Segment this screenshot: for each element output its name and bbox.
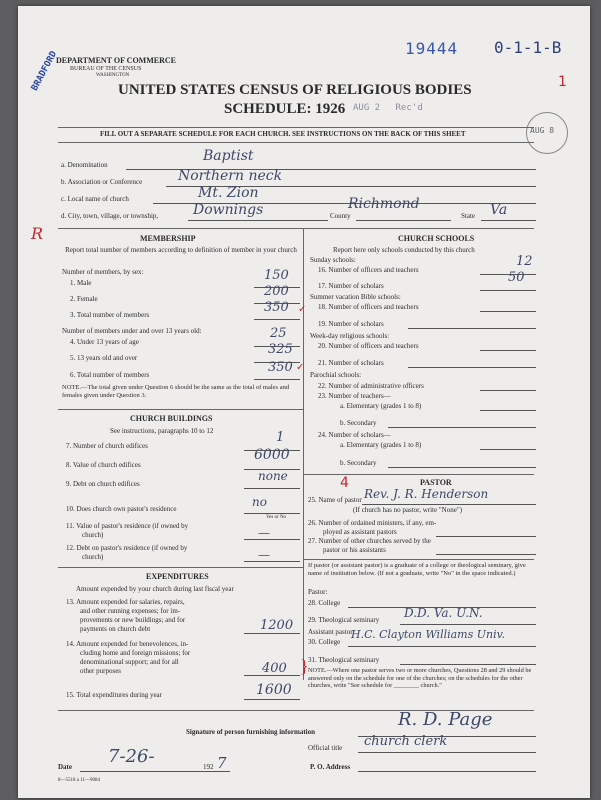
- members-by-sex: Number of members, by sex:: [62, 268, 144, 276]
- q3-value[interactable]: 350: [264, 300, 289, 315]
- q8-label: 8. Value of church edifices: [66, 461, 141, 469]
- bureau-heading: BUREAU OF THE CENSUS: [70, 66, 142, 72]
- q9-line: [244, 488, 300, 489]
- q29-label: 29. Theological seminary: [308, 616, 380, 624]
- q1-label: 1. Male: [70, 279, 92, 287]
- q13-text-line-2: and other running expenses; for im-: [80, 607, 181, 615]
- q11-dash: —: [258, 526, 270, 540]
- q26-line: [436, 536, 536, 537]
- schools-title: CHURCH SCHOOLS: [398, 234, 475, 243]
- q6-line: [254, 379, 300, 380]
- q29-value[interactable]: D.D. Va. U.N.: [404, 606, 483, 620]
- year-hand[interactable]: 7: [217, 754, 227, 772]
- pastor-rule: [303, 474, 534, 475]
- stamp-number: 19444: [405, 39, 459, 58]
- q30-line: [348, 646, 536, 647]
- buildings-title: CHURCH BUILDINGS: [130, 414, 213, 423]
- red-mark-4: 4: [340, 475, 349, 491]
- q14-text-line-4: other purposes: [80, 667, 122, 675]
- column-divider: [303, 228, 304, 680]
- q29-line: [400, 624, 536, 625]
- q12-line: [244, 561, 300, 562]
- q10-value[interactable]: no: [252, 495, 267, 509]
- q19-line: [408, 328, 536, 329]
- buildings-intro: See instructions, paragraphs 10 to 12: [110, 427, 214, 435]
- q26-label: 26. Number of ordained ministers, if any, em-: [308, 519, 437, 527]
- buildings-rule: [58, 409, 303, 410]
- q13-label: [66, 598, 185, 634]
- q25-note: (If church has no pastor, write "None"): [353, 506, 463, 514]
- red-bracket: }: [300, 656, 309, 676]
- date-line: [80, 771, 230, 772]
- q13-text-line-3: provements or new buildings; and for: [80, 616, 186, 624]
- form-title: UNITED STATES CENSUS OF RELIGIOUS BODIES: [118, 82, 472, 98]
- q16-value[interactable]: 12: [516, 254, 533, 269]
- q24b-line: [388, 467, 536, 468]
- county-stamp: BRADFORD: [30, 49, 60, 93]
- q12-label-2: church): [82, 553, 104, 561]
- state-label: State: [461, 212, 475, 220]
- q10-label: 10. Does church own pastor's residence: [66, 505, 177, 513]
- q31-line: [400, 664, 536, 665]
- q15-line: [244, 699, 300, 700]
- q27-label: 27. Number of other churches served by the: [308, 537, 431, 545]
- q14-label: [66, 640, 190, 676]
- date-label: Date: [58, 763, 72, 771]
- q15-label: 15. Total expenditures during year: [66, 691, 162, 699]
- q17-label: 17. Number of scholars: [318, 282, 384, 290]
- instructions-line: FILL OUT A SEPARATE SCHEDULE FOR EACH CHURCH. SEE INSTRUCTIONS ON THE BACK OF THIS SHEET: [100, 130, 466, 138]
- q11-line: [244, 539, 300, 540]
- q23a-line: [480, 410, 536, 411]
- q30-value[interactable]: H.C. Clayton Williams Univ.: [351, 628, 506, 641]
- date-value[interactable]: 7-26-: [108, 746, 155, 767]
- header-rule: [58, 127, 534, 128]
- q23b-label: b. Secondary: [340, 419, 377, 427]
- county-line: [356, 220, 451, 221]
- q12-label: 12. Debt on pastor's residence (if owned by: [66, 544, 188, 552]
- q18-label: 18. Number of officers and teachers: [318, 303, 419, 311]
- q6-value[interactable]: 350: [268, 360, 293, 375]
- q22-line: [480, 390, 536, 391]
- q7-value[interactable]: 1: [276, 430, 285, 445]
- official-title-value[interactable]: church clerk: [364, 734, 448, 749]
- po-address-line: [358, 771, 536, 772]
- asst-pastor-label: Assistant pastor:: [308, 628, 355, 636]
- state-value[interactable]: Va: [490, 202, 508, 218]
- local-name-value[interactable]: Mt. Zion: [198, 185, 259, 201]
- association-value[interactable]: Northern neck: [178, 168, 283, 184]
- q4-label: 4. Under 13 years of age: [70, 338, 139, 346]
- expenditures-intro: Amount expended by your church during last fiscal year: [76, 585, 234, 593]
- summer-heading: Summer vacation Bible schools:: [310, 293, 401, 301]
- membership-note: NOTE.—The total given under Question 6 should be the same as the total of males and females given under Question 3.: [62, 384, 290, 399]
- q24-label: 24. Number of scholars—: [318, 431, 391, 439]
- membership-intro: Report total number of members according to definition of member in your church: [65, 246, 297, 254]
- q15-value[interactable]: 1600: [256, 682, 292, 698]
- red-check-q3: ✓: [298, 304, 307, 315]
- census-form: [18, 6, 590, 798]
- q25-label: 25. Name of pastor: [308, 496, 362, 504]
- signature-label: Signature of person furnishing information: [186, 728, 315, 736]
- q2-value[interactable]: 200: [264, 284, 289, 299]
- q20-label: 20. Number of officers and teachers: [318, 342, 419, 350]
- county-label: County: [330, 212, 351, 220]
- q22-label: 22. Number of administrative officers: [318, 382, 424, 390]
- q5-value[interactable]: 325: [268, 342, 293, 357]
- po-address-label: P. O. Address: [310, 763, 351, 771]
- q23a-label: a. Elementary (grades 1 to 8): [340, 402, 422, 410]
- q21-label: 21. Number of scholars: [318, 359, 384, 367]
- q11-label: 11. Value of pastor's residence (if owned by: [66, 522, 189, 530]
- city-label: d. City, town, village, or township,: [61, 212, 159, 220]
- date-received-stamp: AUG 2 Rec'd: [353, 103, 423, 113]
- q7-label: 7. Number of church edifices: [66, 442, 148, 450]
- q3-label: 3. Total number of members: [70, 311, 150, 319]
- year-prefix: 192: [203, 763, 214, 771]
- q14-text-line-1: 14. Amount expended for benevolences, in-: [66, 640, 189, 648]
- q30-label: 30. College: [308, 638, 341, 646]
- q2-label: 2. Female: [70, 295, 98, 303]
- q26-label-2: ployed as assistant pastors: [323, 528, 397, 536]
- q21-line: [408, 367, 536, 368]
- q28-label: 28. College: [308, 599, 341, 607]
- parochial-heading: Parochial schools:: [310, 371, 362, 379]
- q13-value[interactable]: 1200: [260, 618, 294, 633]
- schedule-title: SCHEDULE: 1926: [224, 101, 346, 117]
- denomination-label: a. Denomination: [61, 161, 108, 169]
- q16-label: 16. Number of officers and teachers: [318, 266, 419, 274]
- pastor-note: NOTE.—Where one pastor serves two or more churches, Questions 28 and 29 should be answered only on the schedule for one of the churches; on the schedules for the other churches, write "See schedule for ________ church.": [308, 667, 532, 689]
- body-top-rule: [58, 228, 534, 229]
- q3-line: [254, 319, 300, 320]
- q20-line: [480, 350, 536, 351]
- dept-heading: DEPARTMENT OF COMMERCE: [56, 56, 177, 65]
- grad-note: If pastor (or assistant pastor) is a graduate of a college or theological seminary, give name of institution below. (If not a graduate, write "No" in the space indicated.): [308, 562, 526, 577]
- q5-label: 5. 13 years old and over: [70, 354, 138, 362]
- q14-text-line-3: denominational support; and for all: [80, 658, 179, 666]
- local-name-label: c. Local name of church: [61, 195, 129, 203]
- q27-line: [436, 554, 536, 555]
- q10-line: [244, 513, 300, 514]
- q1-value[interactable]: 150: [264, 268, 289, 283]
- red-mark-top: 1: [558, 74, 567, 90]
- form-code: 0-1-1-B: [494, 38, 562, 57]
- q13-line: [244, 633, 300, 634]
- expenditures-rule: [58, 567, 303, 568]
- q23-label: 23. Number of teachers—: [318, 392, 391, 400]
- signature-value[interactable]: R. D. Page: [398, 709, 493, 730]
- city-line: [188, 220, 328, 221]
- official-title-label: Official title: [308, 744, 343, 752]
- q31-label: 31. Theological seminary: [308, 656, 380, 664]
- city-value[interactable]: Downings: [193, 202, 264, 218]
- sunday-heading: Sunday schools:: [310, 256, 356, 264]
- q27-label-2: pastor or his assistants: [323, 546, 386, 554]
- q4-value[interactable]: 25: [270, 326, 287, 341]
- q17-line: [480, 290, 536, 291]
- expenditures-title: EXPENDITURES: [146, 572, 209, 581]
- form-number: 8—5518 a 11—9084: [58, 778, 101, 783]
- association-label: b. Association or Conference: [61, 178, 143, 186]
- q25-value[interactable]: Rev. J. R. Henderson: [364, 487, 489, 501]
- q6-label: 6. Total number of members: [70, 371, 150, 379]
- county-value[interactable]: Richmond: [348, 196, 420, 212]
- q23b-line: [388, 427, 536, 428]
- state-line: [481, 220, 536, 221]
- q19-label: 19. Number of scholars: [318, 320, 384, 328]
- red-check-q6: ✓: [296, 362, 305, 373]
- q11-label-2: church): [82, 531, 104, 539]
- q12-dash: —: [258, 548, 270, 562]
- q24a-label: a. Elementary (grades 1 to 8): [340, 441, 422, 449]
- q8-value[interactable]: 6000: [254, 447, 290, 463]
- schools-intro: Report here only schools conducted by this church: [333, 246, 475, 254]
- membership-title: MEMBERSHIP: [140, 234, 196, 243]
- yes-no-hint: Yes or No: [266, 515, 287, 520]
- pastor-title: PASTOR: [420, 478, 452, 487]
- header-rule-2: [58, 142, 534, 143]
- q24b-label: b. Secondary: [340, 459, 377, 467]
- q13-text-line-4: payments on church debt: [80, 625, 151, 633]
- grad-rule: [303, 559, 534, 560]
- red-r-mark: R: [31, 224, 44, 243]
- flower-stamp: AUG 8: [526, 112, 568, 154]
- q17-value[interactable]: 50: [508, 270, 525, 285]
- q9-label: 9. Debt on church edifices: [66, 480, 140, 488]
- pastor-sub-label: Pastor:: [308, 588, 328, 596]
- q18-line: [480, 311, 536, 312]
- q14-value[interactable]: 400: [262, 661, 287, 676]
- q9-value[interactable]: none: [258, 469, 288, 483]
- weekday-heading: Week-day religious schools:: [310, 332, 390, 340]
- q25-line: [362, 504, 536, 505]
- city-heading: WASHINGTON: [96, 73, 130, 78]
- official-title-line: [358, 752, 536, 753]
- age-intro: Number of members under and over 13 years old:: [62, 327, 202, 335]
- denomination-value[interactable]: Baptist: [203, 148, 254, 164]
- q14-text-line-2: cluding home and foreign missions; for: [80, 649, 191, 657]
- q13-text-line-1: 13. Amount expended for salaries, repairs,: [66, 598, 185, 606]
- q24a-line: [480, 449, 536, 450]
